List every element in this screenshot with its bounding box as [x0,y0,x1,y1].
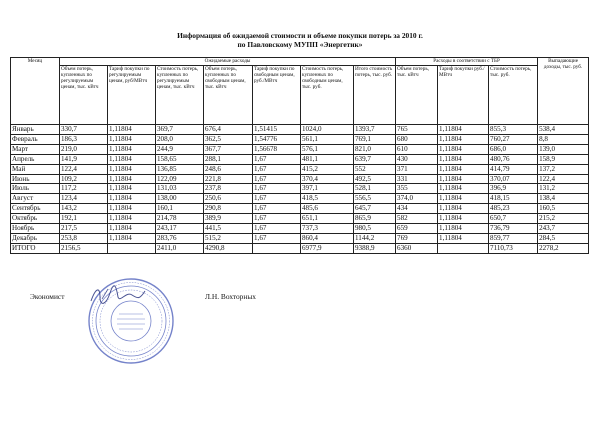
table-cell [438,243,489,253]
table-cell: 659 [396,224,438,234]
table-cell: 1,11804 [438,174,489,184]
table-cell: 237,8 [204,184,253,194]
table-cell: 136,85 [156,164,204,174]
table-row [11,154,589,164]
table-row [11,125,589,135]
column-header: Итого стоимость потерь, тыс. руб. [354,66,396,125]
table-cell: 515,2 [204,233,253,243]
tbr-costs-group-header: Расходы в соответствии с ТБР [396,58,538,66]
table-cell: 248,6 [204,164,253,174]
table-cell: 1,67 [253,164,301,174]
table-cell: 1,11804 [438,125,489,135]
table-cell: 1,11804 [438,134,489,144]
table-cell: 288,1 [204,154,253,164]
table-cell: 1,51415 [253,125,301,135]
column-header: Стоимость потерь, тыс. руб. [489,66,538,125]
table-cell: 651,1 [301,214,354,224]
table-cell: 141,9 [60,154,108,164]
table-cell: 480,76 [489,154,538,164]
month-cell: Март [11,144,60,154]
table-row [11,204,589,214]
table-cell: 362,5 [204,134,253,144]
table-row [11,243,589,253]
table-cell: 396,9 [489,184,538,194]
table-cell: 860,4 [301,233,354,243]
table-cell: 2411,0 [156,243,204,253]
month-cell: Июнь [11,174,60,184]
table-cell: 137,2 [538,164,589,174]
table-cell: 6977,9 [301,243,354,253]
table-cell: 331 [396,174,438,184]
table-cell: 330,7 [60,125,108,135]
table-cell: 160,1 [156,204,204,214]
table-cell: 367,7 [204,144,253,154]
table-cell: 492,5 [354,174,396,184]
table-cell: 1,67 [253,154,301,164]
signature-role: Экономист [30,292,65,301]
month-cell: Апрель [11,154,60,164]
table-cell: 481,1 [301,154,354,164]
month-cell: Январь [11,125,60,135]
table-cell: 686,0 [489,144,538,154]
table-cell: 1,11804 [438,184,489,194]
table-cell: 160,5 [538,204,589,214]
table-cell: 680 [396,134,438,144]
table-cell: 430 [396,154,438,164]
month-cell: Май [11,164,60,174]
table-cell: 143,2 [60,204,108,214]
table-cell: 370,07 [489,174,538,184]
losses-table [10,57,589,254]
table-cell: 1,11804 [438,224,489,234]
table-cell [253,243,301,253]
table-cell: 1,11804 [108,233,156,243]
month-cell: Декабрь [11,233,60,243]
table-cell: 250,6 [204,194,253,204]
table-cell: 290,8 [204,204,253,214]
table-cell: 1,56678 [253,144,301,154]
table-cell: 123,4 [60,194,108,204]
table-cell: 1,11804 [108,164,156,174]
table-row [11,214,589,224]
table-row [11,233,589,243]
table-cell: 208,0 [156,134,204,144]
table-cell: 215,2 [538,214,589,224]
table-cell: 737,3 [301,224,354,234]
table-cell: 1,11804 [108,194,156,204]
table-cell: 415,2 [301,164,354,174]
table-row [11,224,589,234]
month-cell: Сентябрь [11,204,60,214]
table-cell: 1,67 [253,214,301,224]
table-cell: 821,0 [354,144,396,154]
table-cell: 192,1 [60,214,108,224]
table-row [11,174,589,184]
table-column-header-row [11,66,589,125]
month-cell: Август [11,194,60,204]
table-body [11,125,589,254]
table-cell: 676,4 [204,125,253,135]
table-cell: 1,11804 [438,233,489,243]
table-cell: 1,11804 [438,204,489,214]
table-cell: 528,1 [354,184,396,194]
table-cell: 253,8 [60,233,108,243]
table-cell: 418,5 [301,194,354,204]
column-header: Стоимость потерь, купленных по свободным ценам, тыс. руб. [301,66,354,125]
table-cell: 1,11804 [108,224,156,234]
table-cell: 645,7 [354,204,396,214]
column-header: Стоимость потерь, купленных по регулируемым ценам, тыс. кВтч [156,66,204,125]
table-cell: 397,1 [301,184,354,194]
table-cell: 389,9 [204,214,253,224]
table-cell: 485,6 [301,204,354,214]
table-cell: 1,11804 [108,174,156,184]
table-cell: 109,2 [60,174,108,184]
table-cell: 736,79 [489,224,538,234]
table-cell: 441,5 [204,224,253,234]
table-cell: 7110,73 [489,243,538,253]
table-cell: 355 [396,184,438,194]
table-row [11,164,589,174]
table-cell: 221,8 [204,174,253,184]
table-cell: 1,11804 [438,194,489,204]
table-cell: 219,0 [60,144,108,154]
table-cell: 1,67 [253,204,301,214]
expected-costs-group-header: Ожидаемые расходы [60,58,396,66]
table-group-header-row [11,58,589,66]
table-cell: 217,5 [60,224,108,234]
table-cell: 1,67 [253,224,301,234]
table-cell: 122,4 [60,164,108,174]
signature-name: Л.Н. Вохторных [205,292,256,301]
table-row [11,184,589,194]
table-cell: 243,17 [156,224,204,234]
month-cell: ИТОГО [11,243,60,253]
table-row [11,144,589,154]
table-cell: 1,11804 [108,134,156,144]
table-cell: 865,9 [354,214,396,224]
table-cell: 1,11804 [438,154,489,164]
column-header: Объем потерь, тыс. кВтч [396,66,438,125]
table-cell: 1,67 [253,194,301,204]
table-cell: 371 [396,164,438,174]
table-cell: 122,09 [156,174,204,184]
month-cell: Ноябрь [11,224,60,234]
table-cell: 1,11804 [108,184,156,194]
table-cell: 1,67 [253,233,301,243]
table-cell: 1,11804 [108,144,156,154]
table-cell: 650,7 [489,214,538,224]
table-cell: 769,1 [354,134,396,144]
table-cell: 1,11804 [108,125,156,135]
table-cell: 8,8 [538,134,589,144]
table-cell: 9388,9 [354,243,396,253]
table-cell: 552 [354,164,396,174]
table-cell: 1144,2 [354,233,396,243]
table-cell: 1,11804 [108,214,156,224]
table-cell: 538,4 [538,125,589,135]
title-line-2: по Павловскому МУПП «Энергетик» [237,40,363,49]
table-cell: 131,2 [538,184,589,194]
table-cell: 765 [396,125,438,135]
table-cell [108,243,156,253]
handwritten-signature-icon [88,283,148,309]
table-cell: 414,79 [489,164,538,174]
table-cell: 186,3 [60,134,108,144]
table-cell: 131,03 [156,184,204,194]
table-cell: 6360 [396,243,438,253]
table-cell: 283,76 [156,233,204,243]
table-cell: 370,4 [301,174,354,184]
table-cell: 139,0 [538,144,589,154]
table-cell: 561,1 [301,134,354,144]
column-header: Тариф покупки руб./МВтч [438,66,489,125]
table-cell: 214,78 [156,214,204,224]
table-cell: 2278,2 [538,243,589,253]
column-header: Тариф покупки по свободным ценам, руб./МВтч [253,66,301,125]
table-cell: 760,27 [489,134,538,144]
table-cell: 158,9 [538,154,589,164]
table-cell: 369,7 [156,125,204,135]
table-cell: 158,65 [156,154,204,164]
table-cell: 859,77 [489,233,538,243]
table-cell: 284,5 [538,233,589,243]
lost-income-header: Выпадающие доходы, тыс. руб. [538,58,589,125]
table-cell: 243,7 [538,224,589,234]
table-cell: 1,67 [253,174,301,184]
table-cell: 138,00 [156,194,204,204]
table-cell: 980,5 [354,224,396,234]
table-cell: 1393,7 [354,125,396,135]
table-cell: 639,7 [354,154,396,164]
table-cell: 117,2 [60,184,108,194]
table-cell: 855,3 [489,125,538,135]
table-cell: 434 [396,204,438,214]
table-cell: 2156,5 [60,243,108,253]
column-header: Объем потерь, купленных по свободным ценам, тыс. кВтч [204,66,253,125]
month-cell: Февраль [11,134,60,144]
table-cell: 582 [396,214,438,224]
table-cell: 122,4 [538,174,589,184]
table-cell: 576,1 [301,144,354,154]
document-title [0,31,600,49]
table-cell: 769 [396,233,438,243]
table-cell: 1,11804 [108,154,156,164]
table-cell: 374,0 [396,194,438,204]
table-cell: 1,11804 [108,204,156,214]
table-cell: 1,67 [253,184,301,194]
table-cell: 610 [396,144,438,154]
column-header: Тариф покупки по регулируемым ценам, руб/МВтч [108,66,156,125]
table-cell: 138,4 [538,194,589,204]
column-header: Объем потерь, купленных по регулируемым ценам, тыс. кВтч [60,66,108,125]
month-header: Месяц [11,58,60,125]
table-cell: 4290,8 [204,243,253,253]
table-cell: 1,54776 [253,134,301,144]
table-cell: 1,11804 [438,164,489,174]
month-cell: Июль [11,184,60,194]
table-row [11,194,589,204]
table-cell: 556,5 [354,194,396,204]
table-row [11,134,589,144]
table-cell: 1,11804 [438,214,489,224]
table-cell: 485,23 [489,204,538,214]
table-cell: 1,11804 [438,144,489,154]
table-cell: 418,15 [489,194,538,204]
title-line-1: Информация об ожидаемой стоимости и объеме покупки потерь за 2010 г. [177,31,423,40]
table-cell: 244,9 [156,144,204,154]
month-cell: Октябрь [11,214,60,224]
table-cell: 1024,0 [301,125,354,135]
